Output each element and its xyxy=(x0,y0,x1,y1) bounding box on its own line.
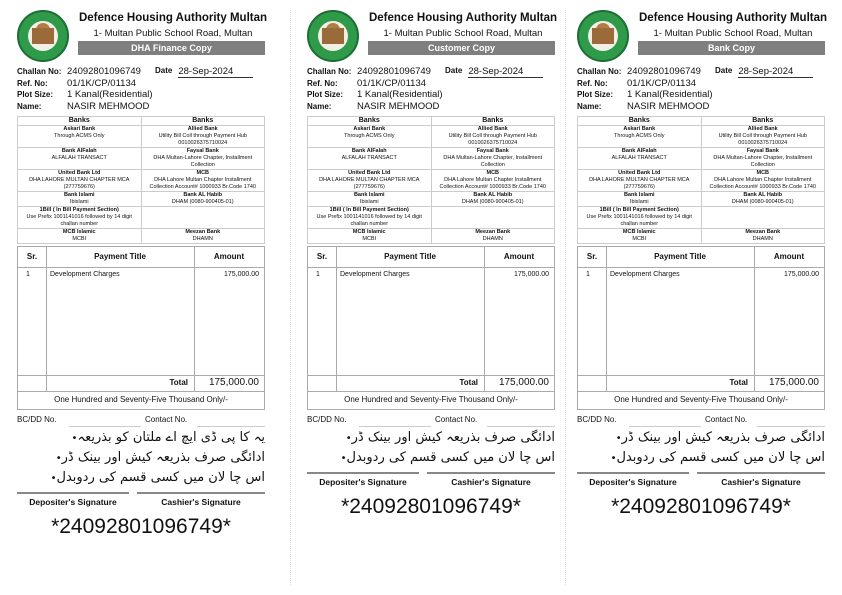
date-row xyxy=(715,66,813,78)
bank-row xyxy=(578,192,825,207)
logo-building xyxy=(592,28,614,44)
payment-sr: 1 xyxy=(586,271,590,278)
column-divider xyxy=(194,247,195,391)
bank-detail: Use Prefix 1001141016 followed by 14 digit challan number xyxy=(26,214,132,227)
bank-cell xyxy=(701,192,825,207)
bank-cell xyxy=(701,126,825,148)
challan-number: 24092801096749 xyxy=(627,66,701,77)
bank-detail: Ibislami xyxy=(629,199,649,205)
bank-detail: DHA Multan-Lahore Chapter, Installment Collection xyxy=(443,155,543,168)
signature-row xyxy=(17,492,265,512)
bank-detail: MCBI xyxy=(632,236,647,242)
cashier-signature: Cashier's Signature xyxy=(427,472,555,487)
bank-name: Allied Bank xyxy=(747,126,778,132)
bcdd-label: BC/DD No. xyxy=(577,415,617,424)
bank-row xyxy=(18,126,265,148)
bank-cell xyxy=(18,207,142,229)
plot-size: 1 Kanal(Residential) xyxy=(357,89,443,100)
date-row xyxy=(445,66,543,78)
bank-name: United Bank Ltd xyxy=(348,170,391,176)
bank-name: MCB Islamic xyxy=(62,229,96,235)
bcdd-label: BC/DD No. xyxy=(17,415,57,424)
amount-in-words: One Hundred and Seventy-Five Thousand Only/- xyxy=(344,395,518,404)
date-value: 28-Sep-2024 xyxy=(738,66,813,78)
column-amount: Amount xyxy=(773,252,805,261)
row-divider xyxy=(308,375,554,376)
bank-name: Faysal Bank xyxy=(186,148,219,154)
bcdd-line xyxy=(69,426,141,427)
bank-detail: ALFALAH TRANSACT xyxy=(611,155,667,161)
cashier-signature: Cashier's Signature xyxy=(137,492,265,507)
total-amount: 175,000.00 xyxy=(208,377,259,388)
payment-table xyxy=(17,246,265,410)
row-divider xyxy=(18,375,264,376)
bank-cell xyxy=(308,148,432,170)
depositor-signature: Depositer's Signature xyxy=(17,492,129,507)
instruction-line: اس چا لان میں کسی قسم کی ردوبدل • xyxy=(307,448,555,468)
row-divider xyxy=(578,375,824,376)
bank-cell xyxy=(308,192,432,207)
bank-cell xyxy=(578,207,702,229)
bank-cell xyxy=(578,170,702,192)
copy-label: Customer Copy xyxy=(368,41,555,55)
bank-cell xyxy=(141,207,265,229)
bank-cell xyxy=(141,126,265,148)
payment-title: Development Charges xyxy=(50,271,120,278)
challan-number: 24092801096749 xyxy=(357,66,431,77)
banks-header: Banks xyxy=(701,117,825,126)
banks-table xyxy=(17,116,265,244)
plot-size-label: Plot Size: xyxy=(577,90,614,99)
reference-number-row xyxy=(17,78,153,90)
bank-cell xyxy=(431,148,555,170)
bcdd-contact-row xyxy=(17,415,265,428)
amount-in-words: One Hundred and Seventy-Five Thousand Only/- xyxy=(54,395,228,404)
contact-label: Contact No. xyxy=(145,415,188,424)
bank-cell xyxy=(701,207,825,229)
row-divider xyxy=(18,391,264,392)
banks-table xyxy=(577,116,825,244)
payment-table xyxy=(307,246,555,410)
reference-number-row xyxy=(577,78,713,90)
dha-logo xyxy=(17,10,69,62)
org-name: Defence Housing Authority Multan xyxy=(638,12,828,24)
bank-cell xyxy=(308,207,432,229)
plot-size-row xyxy=(307,89,443,101)
challan-copy xyxy=(575,0,827,595)
payment-table xyxy=(577,246,825,410)
column-divider xyxy=(484,247,485,391)
bank-cell xyxy=(18,192,142,207)
bank-row xyxy=(18,192,265,207)
bank-name: United Bank Ltd xyxy=(618,170,661,176)
plot-size: 1 Kanal(Residential) xyxy=(627,89,713,100)
bank-row xyxy=(308,126,555,148)
challan-number: 24092801096749 xyxy=(67,66,141,77)
bank-cell xyxy=(431,192,555,207)
bank-name: MCB xyxy=(486,170,500,176)
bank-name: Bank Islami xyxy=(353,192,385,198)
bank-cell xyxy=(308,170,432,192)
bank-detail: DHAM (0080-900405-01) xyxy=(461,199,524,205)
total-label: Total xyxy=(729,378,748,387)
bank-cell xyxy=(18,229,142,244)
bank-name: Meezan Bank xyxy=(475,229,511,235)
banks-header: Banks xyxy=(18,117,142,126)
barcode-text: *24092801096749* xyxy=(51,515,231,538)
challan-body xyxy=(307,116,555,520)
bank-detail: DHAMN xyxy=(752,236,773,242)
bank-name: Allied Bank xyxy=(477,126,508,132)
banks-header: Banks xyxy=(308,117,432,126)
bank-cell xyxy=(431,170,555,192)
contact-line xyxy=(197,426,265,427)
challan-info xyxy=(307,66,443,112)
bank-name: Bank Islami xyxy=(623,192,655,198)
challan-number-row xyxy=(17,66,153,78)
bank-row xyxy=(578,229,825,244)
customer-name-row xyxy=(307,101,443,113)
bank-detail: Use Prefix 1001141016 followed by 14 digit challan number xyxy=(316,214,422,227)
bcdd-line xyxy=(359,426,431,427)
bank-row xyxy=(18,148,265,170)
bank-detail: Through ACMS Only xyxy=(344,133,395,139)
bank-cell xyxy=(18,170,142,192)
bank-row xyxy=(578,207,825,229)
bank-detail: DHA Lahore Multan Chapter Installment Collection Account# 1000933 Br.Code 1740 xyxy=(439,177,546,190)
depositor-signature: Depositer's Signature xyxy=(577,472,689,487)
row-divider xyxy=(578,267,824,268)
bcdd-contact-row xyxy=(307,415,555,428)
bank-row xyxy=(308,148,555,170)
bank-name: Askari Bank xyxy=(63,126,96,132)
org-address: 1- Multan Public School Road, Multan xyxy=(93,28,253,39)
urdu-instructions xyxy=(577,428,825,468)
bank-name: Bank AlFalah xyxy=(61,148,97,154)
payment-title: Development Charges xyxy=(610,271,680,278)
contact-line xyxy=(487,426,555,427)
customer-name-label: Name: xyxy=(17,101,42,111)
org-address: 1- Multan Public School Road, Multan xyxy=(383,28,543,39)
payment-sr: 1 xyxy=(26,271,30,278)
date-value: 28-Sep-2024 xyxy=(178,66,253,78)
bank-name: Bank AlFalah xyxy=(351,148,387,154)
bank-cell xyxy=(578,148,702,170)
challan-number-label: Challan No: xyxy=(17,67,62,76)
total-amount: 175,000.00 xyxy=(768,377,819,388)
challan-number-label: Challan No: xyxy=(577,67,622,76)
bank-row xyxy=(18,207,265,229)
bank-name: Bank AlFalah xyxy=(621,148,657,154)
column-sr: Sr. xyxy=(316,252,328,261)
copy-separator xyxy=(290,10,291,585)
bank-cell xyxy=(578,126,702,148)
bank-detail: DHA Multan-Lahore Chapter, Installment Collection xyxy=(713,155,813,168)
bank-detail: DHA Lahore Multan Chapter Installment Collection Account# 1000933 Br.Code 1740 xyxy=(709,177,816,190)
bank-name: Allied Bank xyxy=(187,126,218,132)
bank-row xyxy=(308,192,555,207)
instruction-line: ادائگی صرف بذریعہ کیش اور بینک ڈر • xyxy=(307,428,555,448)
depositor-signature: Depositer's Signature xyxy=(307,472,419,487)
bank-name: Bank AL Habib xyxy=(473,192,513,198)
plot-size-row xyxy=(577,89,713,101)
instruction-line: ادائگی صرف بذریعہ کیش اور بینک ڈر • xyxy=(577,428,825,448)
banks-header: Banks xyxy=(578,117,702,126)
bank-name: Bank AL Habib xyxy=(183,192,223,198)
bank-detail: Through ACMS Only xyxy=(54,133,105,139)
signature-row xyxy=(307,472,555,492)
bank-cell xyxy=(141,229,265,244)
logo-building xyxy=(322,28,344,44)
bank-cell xyxy=(308,229,432,244)
bank-cell xyxy=(701,170,825,192)
banks-header: Banks xyxy=(141,117,265,126)
bank-name: Meezan Bank xyxy=(745,229,781,235)
total-amount: 175,000.00 xyxy=(498,377,549,388)
banks-header: Banks xyxy=(431,117,555,126)
barcode-text: *24092801096749* xyxy=(341,495,521,518)
bank-cell xyxy=(141,148,265,170)
bank-detail: DHA Lahore Multan Chapter Installment Collection Account# 1000933 Br.Code 1740 xyxy=(149,177,256,190)
bank-cell xyxy=(431,126,555,148)
challan-number-label: Challan No: xyxy=(307,67,352,76)
banks-table xyxy=(307,116,555,244)
contact-label: Contact No. xyxy=(705,415,748,424)
date-label: Date xyxy=(155,66,173,75)
dha-logo xyxy=(307,10,359,62)
bank-name: MCB xyxy=(756,170,770,176)
reference-number-label: Ref. No: xyxy=(307,78,338,88)
bank-detail: MCBI xyxy=(72,236,87,242)
bank-detail: DHA Multan-Lahore Chapter, Installment Collection xyxy=(153,155,253,168)
urdu-instructions xyxy=(307,428,555,468)
bank-detail: DHA LAHORE MULTAN CHAPTER MCA (277759676) xyxy=(29,177,130,190)
bank-cell xyxy=(578,192,702,207)
bank-row xyxy=(18,170,265,192)
column-sr: Sr. xyxy=(26,252,38,261)
column-payment-title: Payment Title xyxy=(94,252,146,261)
date-label: Date xyxy=(715,66,733,75)
reference-number: 01/1K/CP/01134 xyxy=(357,77,427,89)
bank-detail: Use Prefix 1001141016 followed by 14 digit challan number xyxy=(586,214,692,227)
banks-header-row xyxy=(578,117,825,126)
challan-info xyxy=(577,66,713,112)
bank-detail: DHAM (0080-900405-01) xyxy=(171,199,234,205)
copy-separator xyxy=(565,10,566,585)
bank-detail: ALFALAH TRANSACT xyxy=(51,155,107,161)
bank-name: Askari Bank xyxy=(353,126,386,132)
cashier-signature: Cashier's Signature xyxy=(697,472,825,487)
bank-detail: Utility Bill Coll through Payment Hub 0010026375710024 xyxy=(158,133,247,146)
instruction-line: ادائگی صرف بذریعہ کیش اور بینک ڈر • xyxy=(17,448,265,468)
date-label: Date xyxy=(445,66,463,75)
bank-detail: DHAM (0080-900405-01) xyxy=(731,199,794,205)
payment-amount: 175,000.00 xyxy=(223,271,259,278)
customer-name: NASIR MEHMOOD xyxy=(627,100,710,112)
bank-cell xyxy=(431,229,555,244)
bank-detail: Utility Bill Coll through Payment Hub 0010026375710024 xyxy=(448,133,537,146)
bank-row xyxy=(18,229,265,244)
bank-detail: Ibislami xyxy=(359,199,379,205)
payment-amount: 175,000.00 xyxy=(783,271,819,278)
column-divider xyxy=(754,247,755,391)
column-divider xyxy=(46,247,47,391)
reference-number-label: Ref. No: xyxy=(17,78,48,88)
bank-name: Faysal Bank xyxy=(746,148,779,154)
bank-name: Bank AL Habib xyxy=(743,192,783,198)
bank-row xyxy=(578,170,825,192)
column-divider xyxy=(606,247,607,391)
customer-name: NASIR MEHMOOD xyxy=(357,100,440,112)
bank-name: MCB Islamic xyxy=(352,229,386,235)
row-divider xyxy=(308,391,554,392)
bank-detail: Through ACMS Only xyxy=(614,133,665,139)
bcdd-contact-row xyxy=(577,415,825,428)
instruction-line: اس چا لان میں کسی قسم کی ردوبدل • xyxy=(577,448,825,468)
bank-cell xyxy=(431,207,555,229)
bank-row xyxy=(308,170,555,192)
bank-cell xyxy=(308,126,432,148)
dha-logo xyxy=(577,10,629,62)
bcdd-line xyxy=(629,426,701,427)
signature-row xyxy=(577,472,825,492)
bank-cell xyxy=(141,170,265,192)
bank-detail: DHA LAHORE MULTAN CHAPTER MCA (277759676) xyxy=(319,177,420,190)
bank-row xyxy=(578,148,825,170)
bank-name: MCB Islamic xyxy=(622,229,656,235)
bank-row xyxy=(308,207,555,229)
bank-name: Faysal Bank xyxy=(476,148,509,154)
bank-detail: Utility Bill Coll through Payment Hub 0010026375710024 xyxy=(718,133,807,146)
date-value: 28-Sep-2024 xyxy=(468,66,543,78)
bank-cell xyxy=(18,126,142,148)
total-label: Total xyxy=(169,378,188,387)
bank-cell xyxy=(18,148,142,170)
challan-body xyxy=(577,116,825,520)
challan-info xyxy=(17,66,153,112)
bank-detail: ALFALAH TRANSACT xyxy=(341,155,397,161)
logo-building xyxy=(32,28,54,44)
copy-label: Bank Copy xyxy=(638,41,825,55)
payment-sr: 1 xyxy=(316,271,320,278)
bank-detail: MCBI xyxy=(362,236,377,242)
challan-copy xyxy=(305,0,557,595)
banks-header-row xyxy=(308,117,555,126)
plot-size-label: Plot Size: xyxy=(307,90,344,99)
bank-name: MCB xyxy=(196,170,210,176)
bank-name: United Bank Ltd xyxy=(58,170,101,176)
row-divider xyxy=(578,391,824,392)
date-row xyxy=(155,66,253,78)
plot-size-label: Plot Size: xyxy=(17,90,54,99)
bank-cell xyxy=(578,229,702,244)
bank-row xyxy=(578,126,825,148)
customer-name-row xyxy=(17,101,153,113)
bank-name: 1Bill ( In Bill Payment Section) xyxy=(329,207,409,213)
column-sr: Sr. xyxy=(586,252,598,261)
challan-number-row xyxy=(307,66,443,78)
amount-in-words: One Hundred and Seventy-Five Thousand Only/- xyxy=(614,395,788,404)
row-divider xyxy=(18,267,264,268)
contact-line xyxy=(757,426,825,427)
bank-name: 1Bill ( In Bill Payment Section) xyxy=(599,207,679,213)
org-name: Defence Housing Authority Multan xyxy=(78,12,268,24)
bank-detail: DHAMN xyxy=(192,236,213,242)
instruction-line: اس چا لان میں کسی قسم کی ردوبدل • xyxy=(17,468,265,488)
payment-title: Development Charges xyxy=(340,271,410,278)
org-address: 1- Multan Public School Road, Multan xyxy=(653,28,813,39)
barcode-text: *24092801096749* xyxy=(611,495,791,518)
reference-number-label: Ref. No: xyxy=(577,78,608,88)
plot-size: 1 Kanal(Residential) xyxy=(67,89,153,100)
customer-name: NASIR MEHMOOD xyxy=(67,100,150,112)
challan-copy xyxy=(15,0,267,595)
customer-name-row xyxy=(577,101,713,113)
bank-cell xyxy=(701,148,825,170)
bank-name: Bank Islami xyxy=(63,192,95,198)
column-divider xyxy=(336,247,337,391)
column-amount: Amount xyxy=(503,252,535,261)
bcdd-label: BC/DD No. xyxy=(307,415,347,424)
contact-label: Contact No. xyxy=(435,415,478,424)
customer-name-label: Name: xyxy=(577,101,602,111)
bank-name: Meezan Bank xyxy=(185,229,221,235)
column-payment-title: Payment Title xyxy=(654,252,706,261)
bank-name: Askari Bank xyxy=(623,126,656,132)
banks-header-row xyxy=(18,117,265,126)
org-name: Defence Housing Authority Multan xyxy=(368,12,558,24)
reference-number-row xyxy=(307,78,443,90)
row-divider xyxy=(308,267,554,268)
column-amount: Amount xyxy=(213,252,245,261)
urdu-instructions xyxy=(17,428,265,488)
bank-cell xyxy=(141,192,265,207)
bank-detail: DHA LAHORE MULTAN CHAPTER MCA (277759676) xyxy=(589,177,690,190)
customer-name-label: Name: xyxy=(307,101,332,111)
reference-number: 01/1K/CP/01134 xyxy=(67,77,137,89)
column-payment-title: Payment Title xyxy=(384,252,436,261)
bank-cell xyxy=(701,229,825,244)
bank-name: 1Bill ( In Bill Payment Section) xyxy=(39,207,119,213)
challan-number-row xyxy=(577,66,713,78)
payment-amount: 175,000.00 xyxy=(513,271,549,278)
bank-detail: DHAMN xyxy=(482,236,503,242)
reference-number: 01/1K/CP/01134 xyxy=(627,77,697,89)
copy-label: DHA Finance Copy xyxy=(78,41,265,55)
challan-body xyxy=(17,116,265,540)
bank-detail: Ibislami xyxy=(69,199,89,205)
plot-size-row xyxy=(17,89,153,101)
bank-row xyxy=(308,229,555,244)
instruction-line: یہ کا پی ڈی ایچ اے ملتان کو بذریعہ • xyxy=(17,428,265,448)
total-label: Total xyxy=(459,378,478,387)
